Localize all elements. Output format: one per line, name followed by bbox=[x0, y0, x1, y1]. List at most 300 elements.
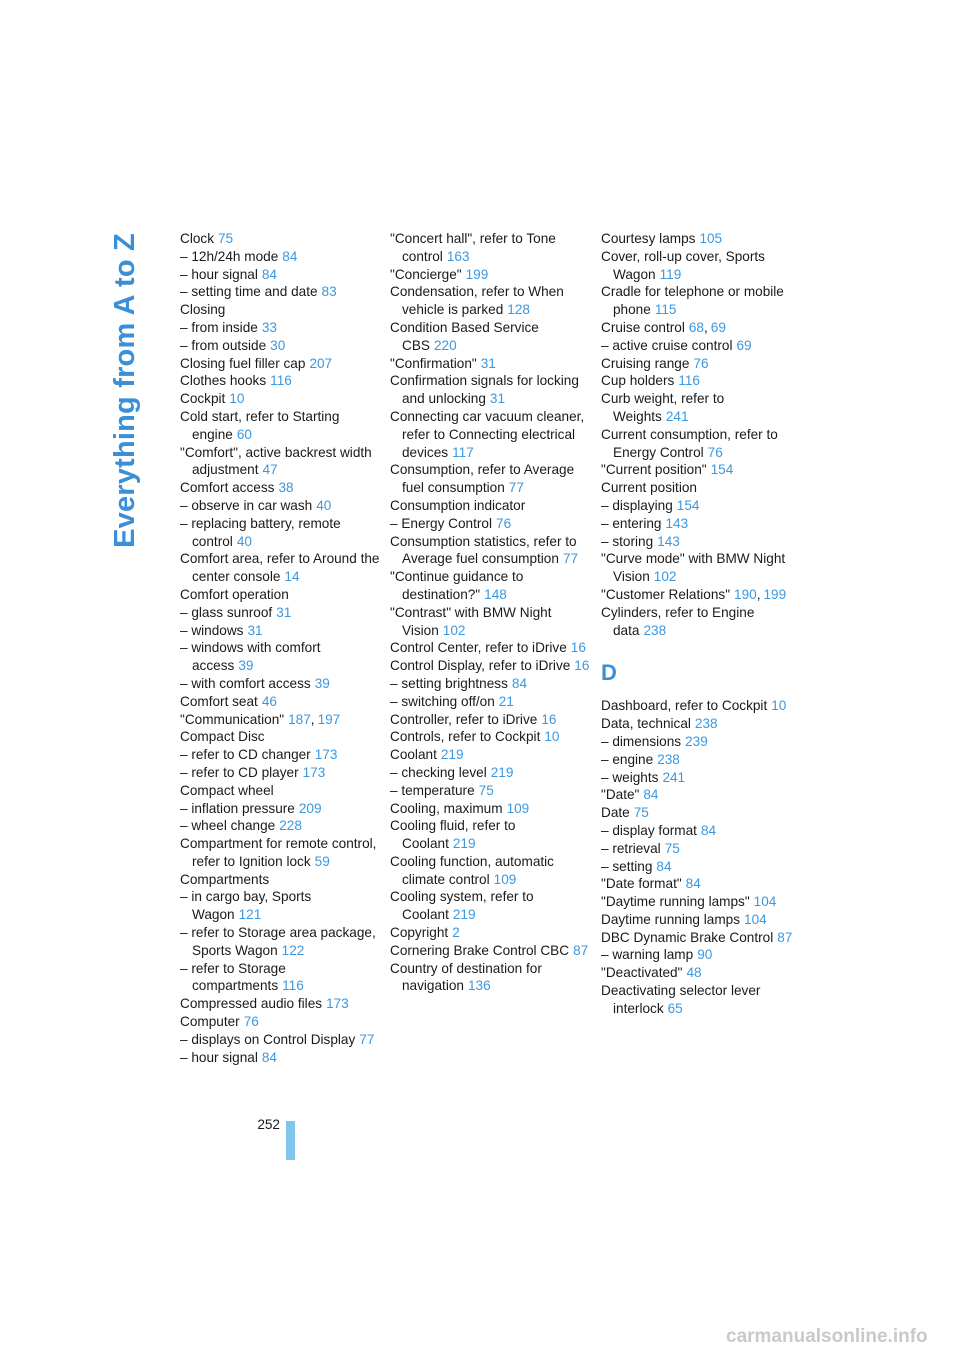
index-entry bbox=[180, 800, 380, 818]
page-reference-link[interactable]: 68 bbox=[688, 319, 704, 335]
index-entry-text: Comfort access bbox=[180, 480, 275, 496]
index-entry bbox=[601, 911, 801, 929]
index-entry bbox=[390, 675, 590, 693]
index-entry-text: Closing bbox=[180, 302, 226, 318]
index-entry-text: "Date format" bbox=[601, 876, 682, 892]
index-entry-text: Consumption statistics, refer to Average fuel consumption bbox=[390, 533, 577, 567]
page-reference-link[interactable]: 239 bbox=[685, 733, 708, 749]
page-reference-link[interactable]: 238 bbox=[694, 716, 718, 732]
page-reference-link[interactable]: 84 bbox=[511, 675, 528, 691]
page-reference-link[interactable]: 104 bbox=[753, 894, 777, 910]
index-entry bbox=[180, 408, 380, 444]
page-reference-link[interactable]: 238 bbox=[657, 751, 680, 767]
page-reference-link[interactable]: 136 bbox=[467, 978, 491, 994]
index-entry bbox=[601, 533, 801, 551]
index-entry-text: "Communication" bbox=[180, 711, 285, 727]
index-entry-text: Cooling system, refer to Coolant bbox=[390, 889, 534, 923]
index-entry bbox=[601, 964, 801, 982]
index-entry-text: – switching off/on bbox=[390, 693, 495, 709]
page-reference-link[interactable]: 173 bbox=[326, 996, 349, 1012]
page-reference-link[interactable]: 116 bbox=[270, 373, 292, 389]
index-entry-text: – in cargo bay, Sports Wagon bbox=[180, 889, 312, 923]
index-entry bbox=[601, 893, 801, 911]
page-reference-link[interactable]: 207 bbox=[309, 355, 333, 371]
index-entry bbox=[180, 248, 380, 266]
index-entry-text: Coolant bbox=[390, 747, 437, 763]
index-entry bbox=[180, 550, 380, 586]
page-reference-link[interactable]: 197 bbox=[317, 711, 341, 727]
page-reference-link[interactable]: 77 bbox=[359, 1031, 375, 1047]
index-entry-text: – checking level bbox=[390, 764, 487, 780]
page-reference-link[interactable]: 117 bbox=[452, 444, 474, 460]
page-reference-link[interactable]: 16 bbox=[574, 658, 590, 674]
page-number-bar bbox=[286, 1121, 295, 1160]
index-entry-text: Courtesy lamps bbox=[601, 231, 696, 246]
index-entry bbox=[601, 733, 801, 751]
index-entry bbox=[180, 960, 380, 996]
index-entry-text: – weights bbox=[601, 769, 659, 785]
index-entry-text: Cooling fluid, refer to Coolant bbox=[390, 818, 516, 852]
index-entry: Cruise control 68, 69 bbox=[601, 319, 726, 335]
page-reference-link[interactable]: 46 bbox=[261, 693, 277, 709]
index-entry-text: Current consumption, refer to Energy Control bbox=[601, 426, 778, 460]
index-entry-text: – wheel change bbox=[180, 818, 276, 834]
index-entry bbox=[180, 301, 380, 319]
index-entry-text: – hour signal bbox=[180, 266, 258, 282]
index-entry bbox=[180, 817, 380, 835]
index-entry-text: – warning lamp bbox=[601, 947, 694, 963]
page-reference-link[interactable]: 33 bbox=[261, 319, 277, 335]
index-entry-text: Cockpit bbox=[180, 391, 226, 407]
index-entry-text: – Energy Control bbox=[390, 515, 493, 531]
index-entry bbox=[390, 266, 590, 284]
index-entry bbox=[180, 675, 380, 693]
index-entry-text: – entering bbox=[601, 515, 662, 531]
page-reference-link[interactable]: 121 bbox=[238, 907, 262, 923]
page-reference-link[interactable]: 75 bbox=[478, 782, 494, 798]
index-entry bbox=[601, 283, 801, 319]
page-reference-link[interactable]: 76 bbox=[243, 1014, 259, 1030]
page-reference-link[interactable]: 115 bbox=[654, 302, 677, 318]
index-entry bbox=[180, 622, 380, 640]
index-entry bbox=[390, 283, 590, 319]
index-entry bbox=[390, 604, 590, 640]
index-entry-text: – hour signal bbox=[180, 1049, 258, 1065]
page-reference-link[interactable]: 109 bbox=[493, 871, 517, 887]
page-reference-link[interactable]: 219 bbox=[490, 764, 514, 780]
index-entry bbox=[180, 871, 380, 889]
index-entry bbox=[390, 800, 590, 818]
index-entry-text: – setting time and date bbox=[180, 284, 318, 300]
index-entry-text: Control Display, refer to iDrive bbox=[390, 658, 571, 674]
index-entry bbox=[390, 408, 590, 461]
index-entry bbox=[180, 283, 380, 301]
page-reference-link[interactable]: 199 bbox=[465, 266, 489, 282]
index-entry-text: Cold start, refer to Starting engine bbox=[180, 408, 340, 442]
index-entry bbox=[180, 728, 380, 746]
index-entry-text: "Concert hall", refer to Tone control bbox=[390, 231, 556, 264]
index-entry bbox=[180, 497, 380, 515]
index-entry bbox=[180, 479, 380, 497]
page-reference-link[interactable]: 77 bbox=[508, 480, 524, 496]
page-reference-link[interactable]: 84 bbox=[261, 1049, 277, 1065]
page-reference-link[interactable]: 87 bbox=[573, 942, 589, 958]
page-reference-link[interactable]: 116 bbox=[678, 373, 700, 389]
page-reference-link[interactable]: 199 bbox=[763, 586, 787, 602]
index-entry bbox=[390, 497, 590, 515]
index-entry-text: Country of destination for navigation bbox=[390, 960, 542, 994]
index-entry bbox=[601, 875, 801, 893]
index-entry bbox=[601, 426, 801, 462]
page-reference-link[interactable]: 209 bbox=[298, 800, 322, 816]
page-reference-link[interactable]: 2 bbox=[452, 925, 460, 941]
index-entry-text: Closing fuel filler cap bbox=[180, 355, 306, 371]
index-entry-text: Consumption, refer to Average fuel consumption bbox=[390, 462, 575, 496]
index-entry bbox=[390, 960, 590, 996]
index-entry-text: Compact Disc bbox=[180, 729, 265, 745]
index-entry bbox=[601, 751, 801, 769]
page-reference-link[interactable]: 21 bbox=[498, 693, 514, 709]
page-reference-link[interactable]: 84 bbox=[700, 822, 717, 838]
page-reference-link[interactable]: 65 bbox=[667, 1000, 683, 1016]
page-reference-link[interactable]: 116 bbox=[282, 978, 304, 994]
index-entry-text: Condition Based Service CBS bbox=[390, 319, 539, 353]
index-entry bbox=[390, 568, 590, 604]
index-entry-text: Cruise control bbox=[601, 319, 685, 335]
page-reference-link[interactable]: 76 bbox=[496, 515, 512, 531]
page-reference-link[interactable]: 31 bbox=[480, 355, 496, 371]
index-entry-text: – from inside bbox=[180, 319, 258, 335]
index-entry-text: – replacing battery, remote control bbox=[180, 515, 341, 549]
index-entry-text: Cooling, maximum bbox=[390, 800, 503, 816]
index-entry-text: "Continue guidance to destination?" bbox=[390, 569, 524, 602]
page-reference-link[interactable]: 154 bbox=[676, 497, 700, 513]
index-entry-text: Deactivating selector lever interlock bbox=[601, 983, 761, 1016]
page-reference-link[interactable]: 122 bbox=[281, 942, 305, 958]
index-entry-text: – storing bbox=[601, 533, 654, 549]
index-entry bbox=[180, 1031, 380, 1049]
page-reference-link[interactable]: 143 bbox=[665, 515, 689, 531]
index-entry-text: Cradle for telephone or mobile phone bbox=[601, 284, 784, 318]
index-entry-text: Consumption indicator bbox=[390, 497, 526, 513]
index-entry bbox=[180, 639, 380, 675]
index-entry-text: – with comfort access bbox=[180, 675, 311, 691]
index-entry bbox=[180, 782, 380, 800]
page-reference-link[interactable]: 10 bbox=[229, 391, 245, 407]
index-entry-text: – inflation pressure bbox=[180, 800, 295, 816]
index-entry bbox=[180, 337, 380, 355]
page-reference-link[interactable]: 75 bbox=[218, 231, 234, 246]
page-reference-link[interactable]: 109 bbox=[506, 800, 530, 816]
index-entry: "Communication" 187, 197 bbox=[180, 711, 341, 727]
page-reference-link[interactable]: 76 bbox=[707, 444, 723, 460]
index-entry bbox=[180, 266, 380, 284]
page-reference-link[interactable]: 220 bbox=[433, 337, 457, 353]
index-entry bbox=[390, 461, 590, 497]
index-entry bbox=[601, 858, 801, 876]
side-title-text: Everything from A to Z bbox=[108, 232, 141, 548]
index-entry bbox=[601, 840, 801, 858]
page-reference-link[interactable]: 14 bbox=[284, 569, 300, 585]
index-entry bbox=[180, 693, 380, 711]
index-entry-text: Cruising range bbox=[601, 355, 690, 371]
index-entry bbox=[601, 248, 801, 284]
page-reference-link[interactable]: 40 bbox=[316, 497, 332, 513]
page-reference-link[interactable]: 75 bbox=[633, 805, 649, 821]
page-reference-link[interactable]: 238 bbox=[643, 622, 667, 638]
index-entry bbox=[601, 604, 801, 640]
index-entry-text: Control Center, refer to iDrive bbox=[390, 640, 567, 656]
index-entry bbox=[390, 888, 590, 924]
index-entry bbox=[390, 853, 590, 889]
page-reference-link[interactable]: 84 bbox=[261, 266, 277, 282]
index-entry bbox=[601, 515, 801, 533]
index-entry bbox=[180, 586, 380, 604]
index-entry bbox=[390, 515, 590, 533]
index-entry-text: Data, technical bbox=[601, 716, 691, 732]
index-entry bbox=[601, 550, 801, 586]
index-entry-text: Controls, refer to Cockpit bbox=[390, 729, 541, 745]
index-entry-text: Curb weight, refer to Weights bbox=[601, 391, 725, 424]
index-entry bbox=[601, 461, 801, 479]
index-entry-text: Cup holders bbox=[601, 373, 675, 389]
index-entry bbox=[390, 782, 590, 800]
index-entry bbox=[390, 533, 590, 569]
index-entry bbox=[601, 355, 801, 373]
index-entry-text: – windows with comfort access bbox=[180, 640, 321, 674]
index-entry bbox=[180, 995, 380, 1013]
index-entry-text: Clock bbox=[180, 231, 214, 246]
footer-watermark: carmanualsonline.info bbox=[726, 1326, 928, 1347]
page-reference-link[interactable]: 40 bbox=[236, 533, 252, 549]
index-entry-text: – retrieval bbox=[601, 840, 661, 856]
index-entry bbox=[180, 444, 380, 480]
index-entry bbox=[601, 337, 801, 355]
section-side-title bbox=[99, 230, 151, 550]
page-reference-link[interactable]: 187 bbox=[288, 711, 311, 727]
index-entry bbox=[180, 888, 380, 924]
page-reference-link[interactable]: 84 bbox=[282, 248, 298, 264]
page-reference-link[interactable]: 173 bbox=[314, 747, 338, 763]
page-reference-link[interactable]: 69 bbox=[736, 337, 752, 353]
index-entry-text: – engine bbox=[601, 751, 654, 767]
page-reference-link[interactable]: 105 bbox=[699, 231, 723, 246]
index-entry bbox=[180, 924, 380, 960]
index-entry-text: Compact wheel bbox=[180, 782, 274, 798]
index-entry bbox=[180, 515, 380, 551]
index-entry bbox=[601, 230, 801, 248]
index-entry-text: Date bbox=[601, 805, 630, 821]
index-entry bbox=[180, 355, 380, 373]
index-entry-text: "Deactivated" bbox=[601, 965, 683, 981]
index-entry bbox=[601, 715, 801, 733]
index-entry-text: – refer to CD changer bbox=[180, 747, 311, 763]
index-entry-text: Clothes hooks bbox=[180, 373, 267, 389]
page-reference-link[interactable]: 143 bbox=[657, 533, 680, 549]
index-entry-text: Connecting car vacuum cleaner, refer to Connecting electrical devices bbox=[390, 408, 585, 460]
page-reference-link[interactable]: 173 bbox=[302, 764, 326, 780]
index-entry-text: – from outside bbox=[180, 337, 267, 353]
page-reference-link[interactable]: 90 bbox=[697, 947, 713, 963]
index-entry-text: – dimensions bbox=[601, 733, 682, 749]
index-entry-text: – setting bbox=[601, 858, 653, 874]
index-entry bbox=[390, 693, 590, 711]
index-entry-text: – setting brightness bbox=[390, 675, 508, 691]
index-entry-text: "Confirmation" bbox=[390, 355, 477, 371]
page-reference-link[interactable]: 219 bbox=[452, 836, 476, 852]
index-entry-text: – refer to Storage area package, Sports Wagon bbox=[180, 925, 376, 958]
page-reference-link[interactable]: 241 bbox=[665, 408, 689, 424]
page-reference-link[interactable]: 84 bbox=[643, 787, 659, 803]
index-entry-text: Confirmation signals for locking and unlocking bbox=[390, 373, 579, 407]
index-entry bbox=[390, 746, 590, 764]
index-entry-text: Cornering Brake Control CBC bbox=[390, 942, 570, 958]
page-reference-link[interactable]: 154 bbox=[710, 462, 734, 478]
index-entry-text: – display format bbox=[601, 822, 697, 838]
index-entry-text: Daytime running lamps bbox=[601, 911, 741, 927]
index-entry bbox=[390, 657, 590, 675]
index-entry bbox=[180, 746, 380, 764]
index-entry bbox=[390, 711, 590, 729]
index-entry-text: "Daytime running lamps" bbox=[601, 894, 750, 910]
index-entry-text: – active cruise control bbox=[601, 337, 733, 353]
index-entry bbox=[390, 230, 590, 266]
index-entry bbox=[180, 1049, 380, 1067]
index-entry bbox=[601, 982, 801, 1018]
page-reference-link[interactable]: 87 bbox=[777, 929, 793, 945]
index-entry bbox=[601, 786, 801, 804]
index-entry bbox=[601, 497, 801, 515]
index-entry-text: – displaying bbox=[601, 497, 673, 513]
index-entry-text: – displays on Control Display bbox=[180, 1031, 356, 1047]
index-entry-text: – glass sunroof bbox=[180, 604, 273, 620]
page-reference-link[interactable]: 59 bbox=[314, 853, 330, 869]
index-entry-text: Cover, roll-up cover, Sports Wagon bbox=[601, 248, 765, 282]
index-entry bbox=[390, 639, 590, 657]
index-entry-text: Current position bbox=[601, 480, 697, 496]
page-reference-link[interactable]: 16 bbox=[570, 640, 586, 656]
index-entry-text: Comfort operation bbox=[180, 586, 289, 602]
index-column-1 bbox=[180, 230, 380, 1066]
page-reference-link[interactable]: 60 bbox=[236, 426, 252, 442]
page-reference-link[interactable]: 10 bbox=[771, 698, 787, 714]
page-reference-link[interactable]: 10 bbox=[544, 729, 560, 745]
page-reference-link[interactable]: 16 bbox=[541, 711, 557, 727]
index-entry bbox=[390, 372, 590, 408]
page-reference-link[interactable]: 39 bbox=[238, 658, 254, 674]
index-entry bbox=[601, 479, 801, 497]
index-entry bbox=[601, 804, 801, 822]
index-entry-text: – temperature bbox=[390, 782, 475, 798]
index-entry bbox=[390, 764, 590, 782]
index-entry bbox=[390, 942, 590, 960]
page-reference-link[interactable]: 102 bbox=[442, 622, 466, 638]
index-entry-text: Controller, refer to iDrive bbox=[390, 711, 538, 727]
page-reference-link[interactable]: 102 bbox=[653, 569, 677, 585]
index-entry-text: Condensation, refer to When vehicle is parked bbox=[390, 284, 564, 318]
page-reference-link[interactable]: 83 bbox=[321, 284, 337, 300]
index-entry-text: "Current position" bbox=[601, 462, 707, 478]
index-entry bbox=[601, 822, 801, 840]
index-entry bbox=[601, 697, 801, 715]
index-entry bbox=[601, 946, 801, 964]
page-reference-link[interactable]: 119 bbox=[659, 266, 682, 282]
page-reference-link[interactable]: 163 bbox=[446, 248, 470, 264]
page-reference-link[interactable]: 104 bbox=[744, 911, 767, 927]
index-entry-text: "Curve mode" with BMW Night Vision bbox=[601, 551, 786, 585]
index-entry-text: Compartments bbox=[180, 871, 270, 887]
index-entry-text: "Contrast" with BMW Night Vision bbox=[390, 604, 552, 638]
page-reference-link[interactable]: 75 bbox=[664, 840, 680, 856]
index-entry bbox=[180, 372, 380, 390]
index-entry-text: "Customer Relations" bbox=[601, 586, 731, 602]
page-reference-link[interactable]: 128 bbox=[507, 302, 530, 318]
index-entry-text: "Comfort", active backrest width adjustment bbox=[180, 444, 372, 478]
page-reference-link[interactable]: 48 bbox=[686, 965, 702, 981]
page-reference-link[interactable]: 77 bbox=[562, 551, 579, 567]
index-entry-text: "Concierge" bbox=[390, 266, 462, 282]
index-entry bbox=[180, 604, 380, 622]
page-reference-link[interactable]: 148 bbox=[484, 586, 507, 602]
page-reference-link[interactable]: 84 bbox=[685, 876, 701, 892]
index-entry-text: Comfort seat bbox=[180, 693, 258, 709]
index-entry bbox=[180, 319, 380, 337]
page-reference-link[interactable]: 69 bbox=[710, 319, 726, 335]
index-entry-text: Computer bbox=[180, 1014, 240, 1030]
index-entry bbox=[601, 390, 801, 426]
index-entry bbox=[390, 728, 590, 746]
index-column-2 bbox=[390, 230, 590, 995]
page-reference-link[interactable]: 38 bbox=[278, 480, 294, 496]
page-reference-link[interactable]: 47 bbox=[262, 462, 278, 478]
index-entry: "Customer Relations" 190, 199 bbox=[601, 586, 787, 602]
index-entry-text: Compartment for remote control, refer to Ignition lock bbox=[180, 836, 377, 869]
page-reference-link[interactable]: 31 bbox=[276, 604, 292, 620]
index-entry-text: Dashboard, refer to Cockpit bbox=[601, 698, 768, 714]
section-letter-heading: D bbox=[601, 660, 617, 686]
page-reference-link[interactable]: 30 bbox=[270, 337, 286, 353]
page-reference-link[interactable]: 84 bbox=[656, 858, 672, 874]
index-entry bbox=[390, 817, 590, 853]
index-entry bbox=[180, 835, 380, 871]
index-column-3 bbox=[601, 230, 801, 1018]
page-reference-link[interactable]: 76 bbox=[693, 355, 709, 371]
index-entry-text: Cooling function, automatic climate control bbox=[390, 853, 554, 887]
page-reference-link[interactable]: 190 bbox=[734, 586, 757, 602]
page-reference-link[interactable]: 219 bbox=[440, 747, 464, 763]
page-reference-link[interactable]: 219 bbox=[452, 907, 476, 923]
index-entry bbox=[601, 929, 801, 947]
index-entry-text: – refer to Storage compartments bbox=[180, 960, 286, 994]
page-reference-link[interactable]: 39 bbox=[314, 675, 330, 691]
index-entry-text: – 12h/24h mode bbox=[180, 248, 279, 264]
index-entry bbox=[180, 230, 380, 248]
page-reference-link[interactable]: 31 bbox=[489, 391, 506, 407]
index-entry bbox=[601, 372, 801, 390]
index-entry bbox=[390, 355, 590, 373]
index-entry bbox=[180, 1013, 380, 1031]
index-entry-text: Copyright bbox=[390, 925, 449, 941]
page-reference-link[interactable]: 228 bbox=[279, 818, 302, 834]
index-entry-text: Comfort area, refer to Around the center console bbox=[180, 551, 380, 585]
index-entry bbox=[180, 764, 380, 782]
page-reference-link[interactable]: 31 bbox=[247, 622, 263, 638]
page-reference-link[interactable]: 241 bbox=[662, 769, 686, 785]
index-entry-text: – refer to CD player bbox=[180, 764, 299, 780]
index-entry bbox=[390, 319, 590, 355]
index-entry-text: Compressed audio files bbox=[180, 996, 323, 1012]
index-entry bbox=[601, 769, 801, 787]
